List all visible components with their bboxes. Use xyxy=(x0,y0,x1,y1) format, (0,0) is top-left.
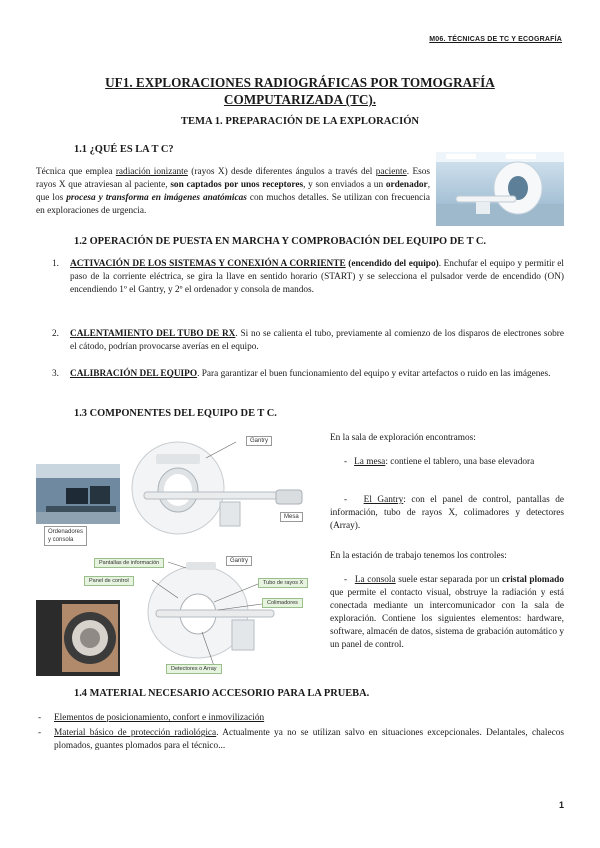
text: que permite el contacto visual, obstruye la radiación y está conectada mediante un intercomunicador con la sala de exploración. Contiene los siguientes elementos: hardware, software, almacén de datos, sistema de grabación automático y un panel de control. xyxy=(330,588,564,651)
text: con muchos detalles. Se utilizan con frecuencia en exploraciones de urgencia. xyxy=(36,193,431,217)
item-title: ACTIVACIÓN DE LOS SISTEMAS Y CONEXIÓN A CORRIENTE xyxy=(70,259,346,269)
term-consola: La consola xyxy=(354,575,396,585)
item-text: . Si no se calienta el tubo, previamente al comienzo de los disparos de electrones sobre el cátodo, podrían provocarse averías en el equipo. xyxy=(70,329,564,353)
tema-heading: TEMA 1. PREPARACIÓN DE LA EXPLORACIÓN xyxy=(180,116,420,127)
title-line-2: COMPUTARIZADA (TC). xyxy=(223,92,377,107)
item-title: CALIBRACIÓN DEL EQUIPO xyxy=(70,369,198,379)
section-1-3-heading: 1.3 COMPONENTES DEL EQUIPO DE T C. xyxy=(74,408,277,419)
text: : contiene el tablero, una base elevadora xyxy=(385,457,535,467)
section-1-2-heading: 1.2 OPERACIÓN DE PUESTA EN MARCHA Y COMPROBACIÓN DEL EQUIPO DE T C. xyxy=(74,236,487,247)
text: . Esos rayos X que atraviesan al paciente, xyxy=(36,167,431,191)
section-1-1-heading: 1.1 ¿QUÉ ES LA T C? xyxy=(74,144,174,155)
label-tubo: Tubo de rayos X xyxy=(258,578,308,588)
dash: - xyxy=(344,495,364,505)
component-consola xyxy=(330,574,564,653)
material-item-2 xyxy=(38,727,564,753)
text: Técnica que emplea xyxy=(36,167,116,177)
list-number: 1. xyxy=(52,259,59,269)
list-item-activacion xyxy=(52,258,565,297)
dash: - xyxy=(38,728,42,738)
section-1-4-heading: 1.4 MATERIAL NECESARIO ACCESORIO PARA LA PRUEBA. xyxy=(74,688,370,699)
term-proteccion: Material básico de protección radiológica xyxy=(54,728,217,738)
list-item-calentamiento xyxy=(52,328,564,354)
text: , y son enviados a un xyxy=(303,180,386,191)
list-number: 3. xyxy=(52,369,59,379)
component-mesa xyxy=(330,456,564,469)
item-title: CALENTAMIENTO DEL TUBO DE RX xyxy=(70,329,236,339)
term-cristal: cristal plomado xyxy=(502,575,564,585)
list-item-calibracion xyxy=(52,368,564,381)
document-title xyxy=(60,74,540,108)
title-line-1: UF1. EXPLORACIONES RADIOGRÁFICAS POR TOMOGRAFÍA xyxy=(105,75,495,90)
component-gantry xyxy=(330,494,564,533)
dash: - xyxy=(344,457,355,467)
term-ordenador: ordenador xyxy=(385,180,428,191)
dash: - xyxy=(344,575,355,585)
text: . Actualmente ya no se utilizan salvo en situaciones excepcionales. Delantales, chalecos plomados, guantes plomados para el técnico... xyxy=(54,728,564,752)
ct-components-figure xyxy=(36,428,326,676)
workstation-intro: En la estación de trabajo tenemos los controles: xyxy=(330,551,507,561)
term-receptores: son captados por unos receptores xyxy=(170,180,304,191)
label-pantallas: Pantallas de información xyxy=(94,558,164,568)
label-ordenadores: Ordenadores y consola xyxy=(44,526,87,546)
label-gantry: Gantry xyxy=(246,436,272,446)
item-text: . Para garantizar el buen funcionamiento del equipo y evitar artefactos o ruido en las imágenes. xyxy=(197,369,551,379)
dash: - xyxy=(38,713,42,723)
label-panel: Panel de control xyxy=(84,576,134,586)
text: suele estar separada por un xyxy=(395,575,503,585)
term-radiacion: radiación ionizante xyxy=(115,167,188,177)
material-item-1 xyxy=(38,712,564,725)
module-header: M06. TÉCNICAS DE TC Y ECOGRAFÍA xyxy=(429,36,562,43)
label-mesa: Mesa xyxy=(280,512,303,522)
components-intro: En la sala de exploración encontramos: xyxy=(330,433,476,443)
term-gantry: El Gantry xyxy=(363,495,404,505)
text: , que los xyxy=(36,180,431,204)
text: : con el panel de control, pantallas de información, tubo de rayos X, colimadores y detectores (Array). xyxy=(330,495,564,532)
list-number: 2. xyxy=(52,329,59,339)
text: (rayos X) desde diferentes ángulos a través del xyxy=(187,167,376,177)
term-posicionamiento: Elementos de posicionamiento, confort e inmovilización xyxy=(54,713,265,723)
label-gantry-2: Gantry xyxy=(226,556,252,566)
section-1-1-text xyxy=(36,166,430,218)
ct-room-photo xyxy=(436,152,564,226)
term-procesa: procesa y transforma en imágenes anatómicas xyxy=(66,193,247,204)
item-bold: (encendido del equipo) xyxy=(345,259,439,269)
term-paciente: paciente xyxy=(375,167,407,177)
label-colimadores: Colimadores xyxy=(262,598,303,608)
page-number: 1 xyxy=(558,800,564,810)
label-detectores: Detectores o Array xyxy=(166,664,222,674)
item-text: . Enchufar el equipo y permitir el paso de la corriente eléctrica, se gira la llave en sentido horario (START) y se selecciona el pulsador verde de encendido (ON) encendiendo 1º el Gantry, y 2º el ordenador y consola de mandos. xyxy=(70,259,565,296)
term-mesa: La mesa xyxy=(354,457,386,467)
